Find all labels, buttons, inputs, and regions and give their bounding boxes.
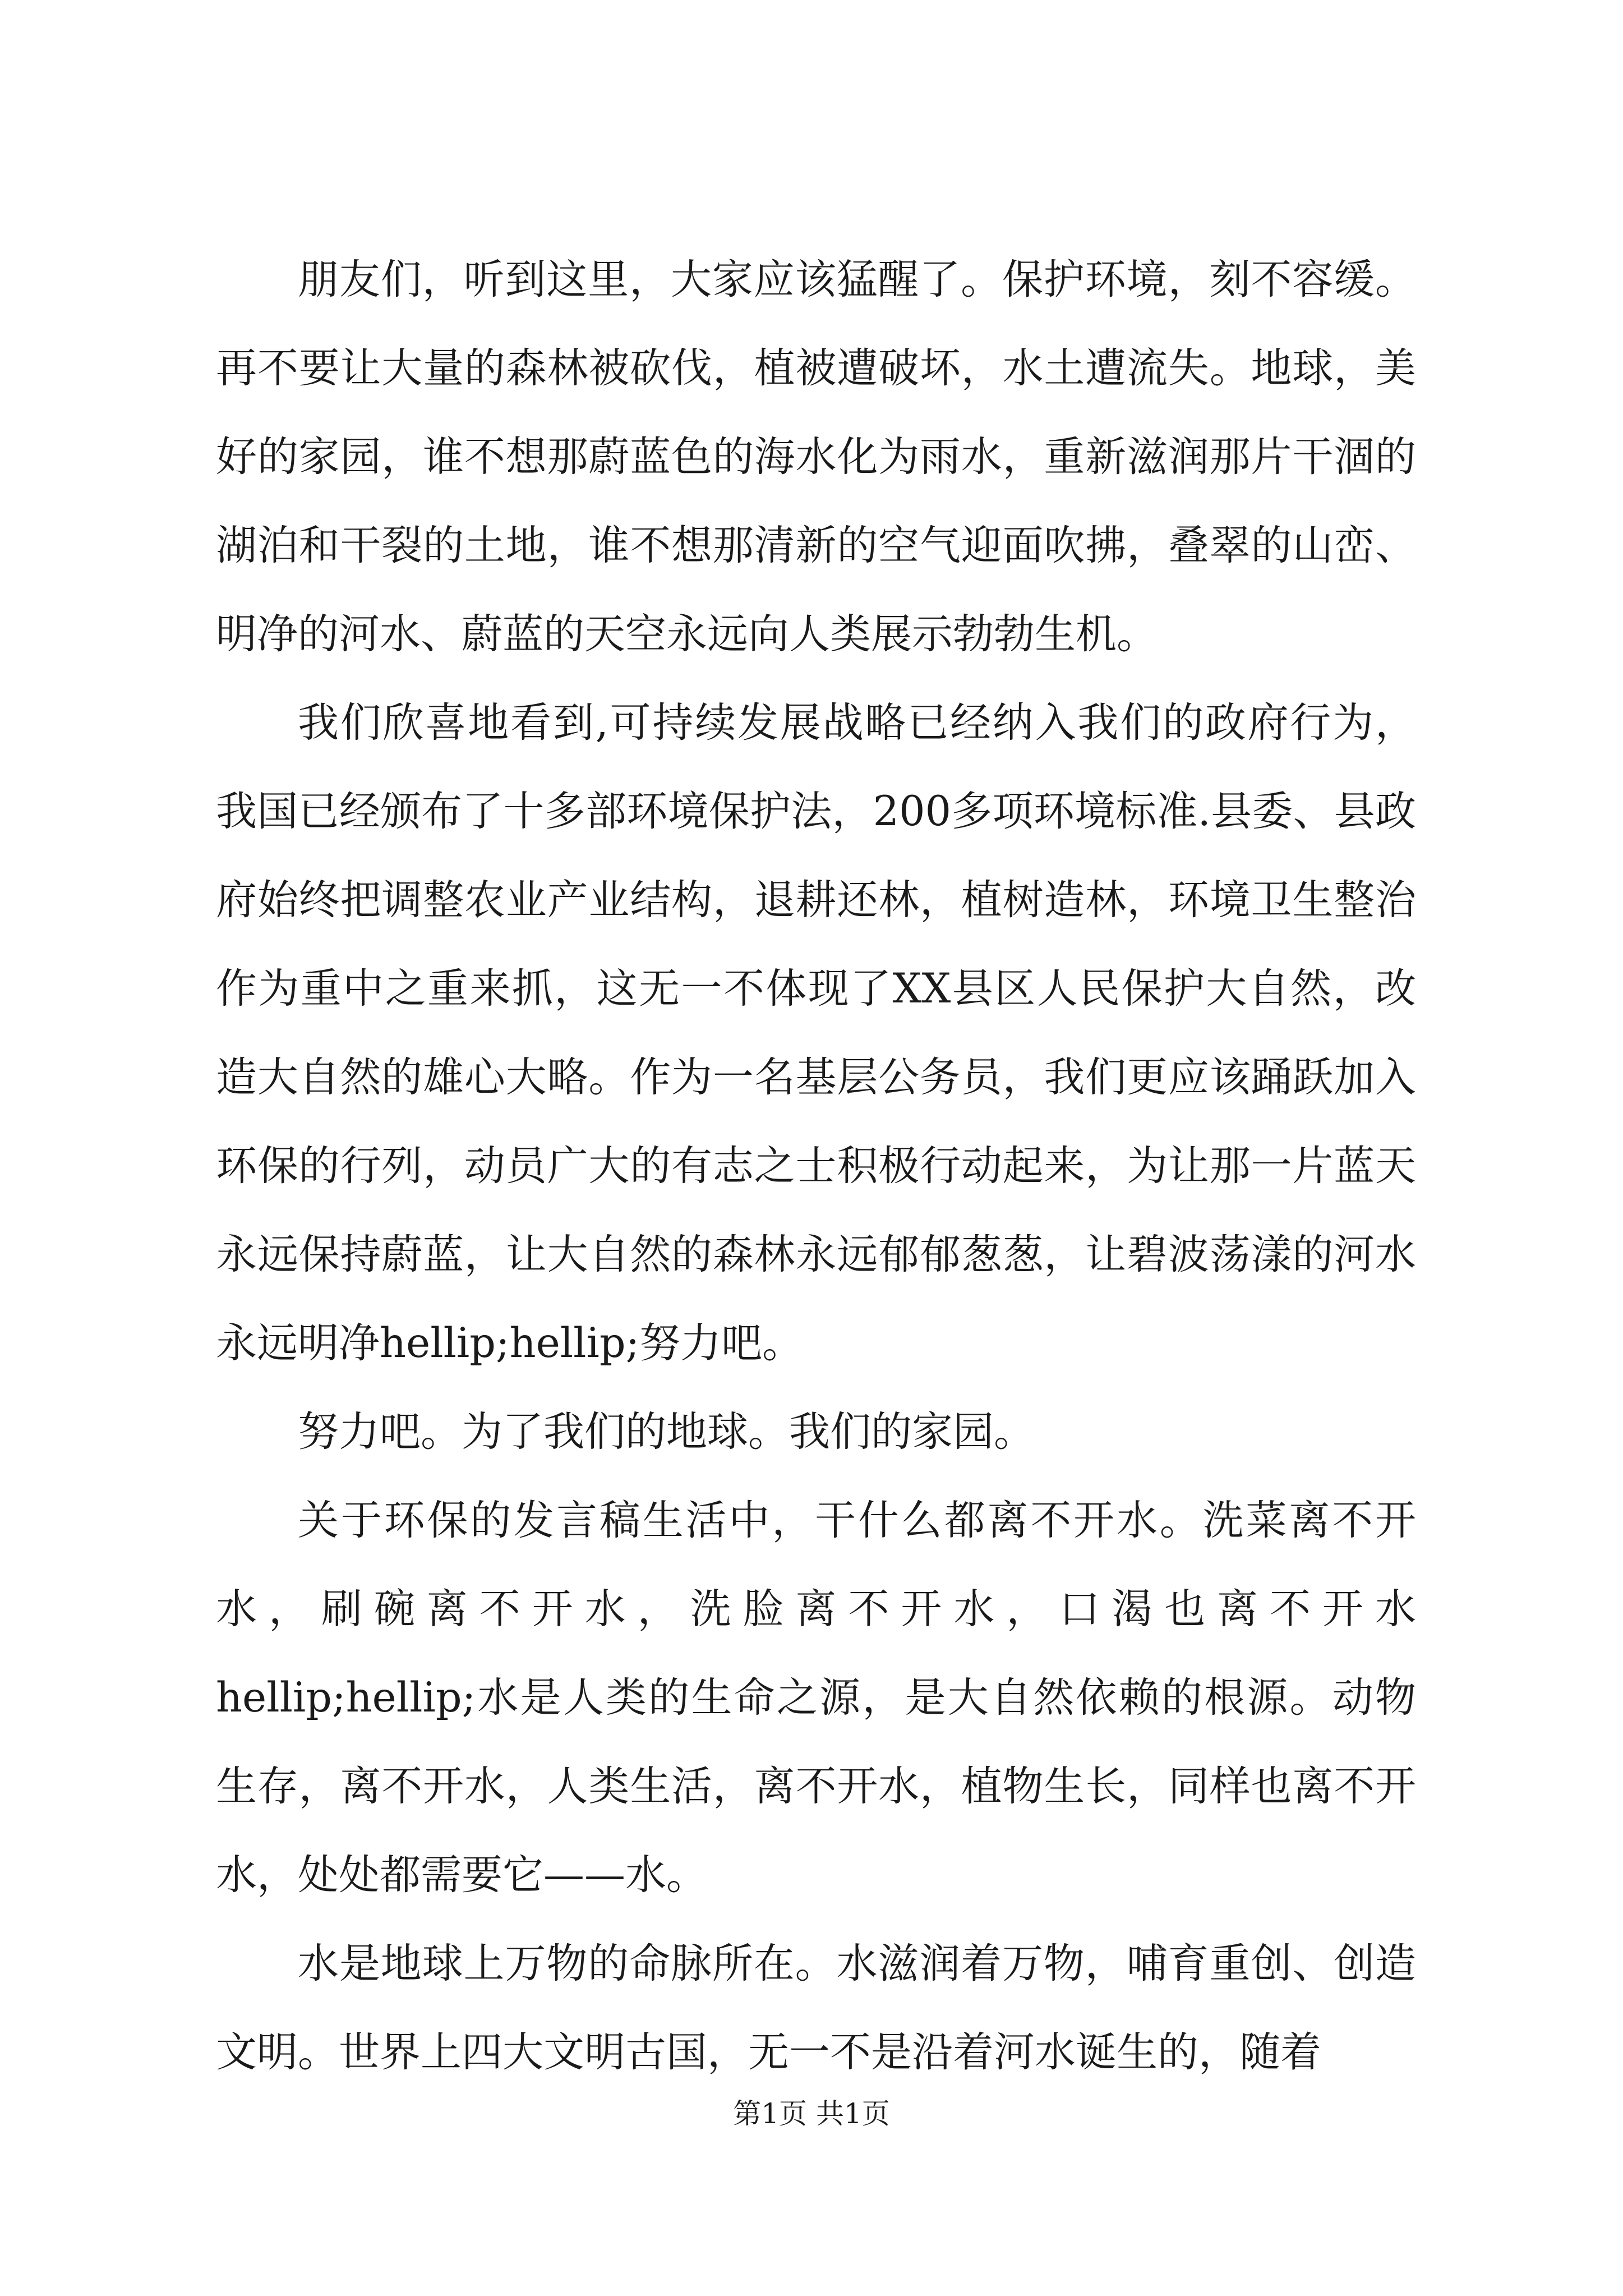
paragraph-2: 我们欣喜地看到,可持续发展战略已经纳入我们的政府行为，我国已经颁布了十多部环境保护法，200多项环境标准.县委、县政府始终把调整农业产业结构，退耕还林，植树造林，环境卫生整治作为重中之重来抓，这无一不体现了XX县区人民保护大自然，改造大自然的雄心大略。作为一名基层公务员，我们更应该踊跃加入环保的行列，动员广大的有志之士积极行动起来，为让那一片蓝天永远保持蔚蓝，让大自然的森林永远郁郁葱葱，让碧波荡漾的河水永远明净hellip;hellip;努力吧。 (216, 699, 1416, 1367)
paragraph-1: 朋友们，听到这里，大家应该猛醒了。保护环境，刻不容缓。再不要让大量的森林被砍伐，植被遭破坏，水土遭流失。地球，美好的家园，谁不想那蔚蓝色的海水化为雨水，重新滋润那片干涸的湖泊和干裂的土地，谁不想那清新的空气迎面吹拂，叠翠的山峦、明净的河水、蔚蓝的天空永远向人类展示勃勃生机。 (216, 256, 1416, 658)
document-body (216, 236, 1416, 2097)
page-footer: 第1页 共1页 (733, 2097, 890, 2130)
paragraph-4: 关于环保的发言稿生活中，干什么都离不开水。洗菜离不开水，刷碗离不开水，洗脸离不开水，口渴也离不开水hellip;hellip;水是人类的生命之源，是大自然依赖的根源。动物生存，离不开水，人类生活，离不开水，植物生长，同样也离不开水，处处都需要它——水。 (216, 1497, 1416, 1899)
paragraph-5: 水是地球上万物的命脉所在。水滋润着万物，哺育重创、创造文明。世界上四大文明古国，无一不是沿着河水诞生的，随着 (216, 1940, 1416, 2076)
paragraph-3: 努力吧。为了我们的地球。我们的家园。 (298, 1408, 1035, 1456)
